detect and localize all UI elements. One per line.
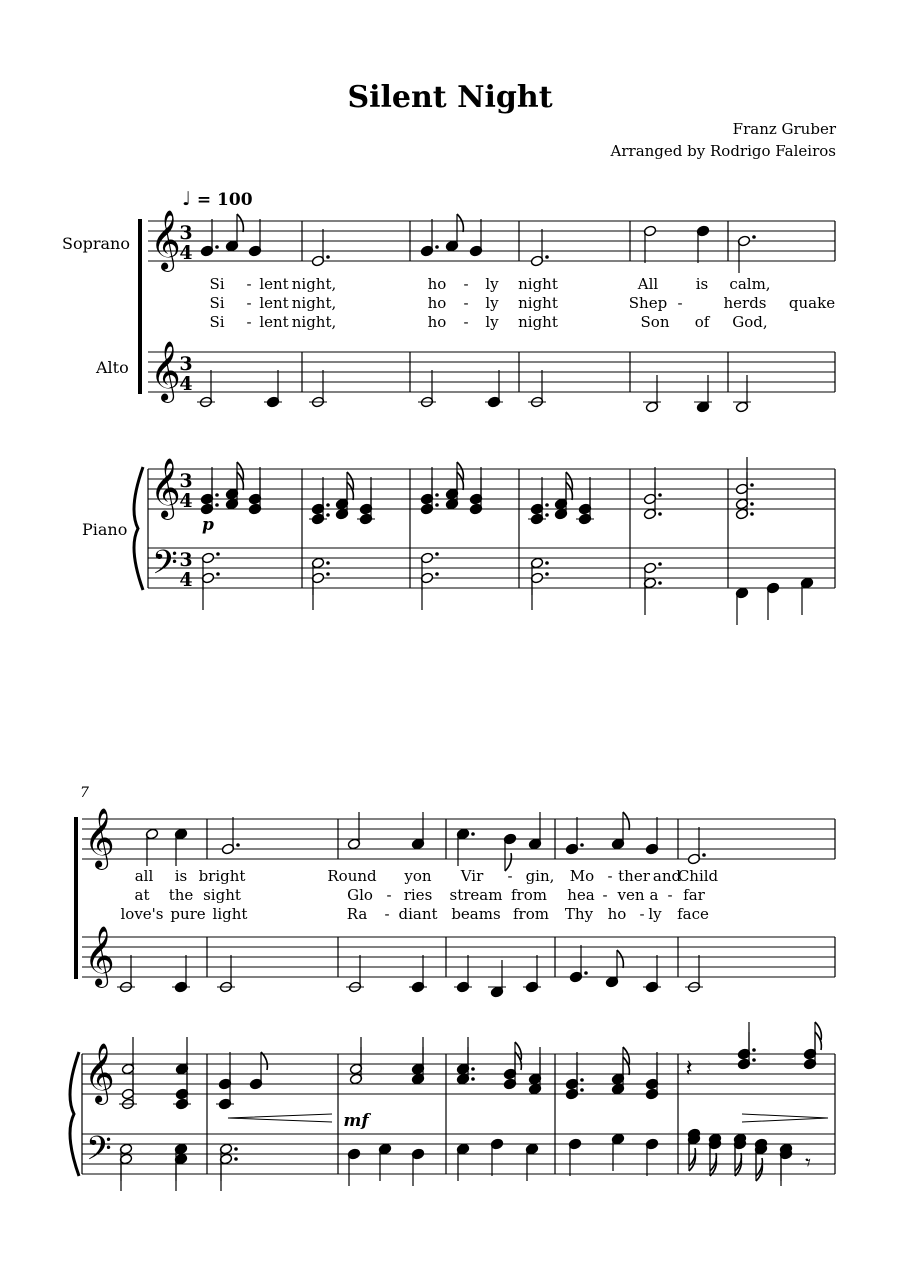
augmentation-dot [750, 483, 754, 487]
instrument-label-piano: Piano [82, 520, 128, 539]
lyric-syllable: - [667, 886, 673, 904]
instrument-label-soprano: Soprano [62, 234, 130, 253]
lyric-syllable: - [507, 867, 513, 885]
lyric-syllable: ho [607, 905, 627, 923]
augmentation-dot [216, 552, 220, 556]
lyric-syllable: - [246, 275, 252, 293]
augmentation-dot [326, 561, 330, 565]
lyric-syllable: love's [120, 905, 164, 923]
augmentation-dot [658, 581, 662, 585]
lyric-syllable: night [518, 275, 558, 293]
augmentation-dot [326, 513, 330, 517]
augmentation-dot [215, 493, 219, 497]
lyric-syllable: night [518, 294, 558, 312]
piece-title: Silent Night [347, 80, 553, 115]
bass-clef-icon: 𝄢 [86, 1130, 112, 1176]
augmentation-dot [216, 572, 220, 576]
lyric-syllable: Round [327, 867, 377, 885]
lyric-syllable: night, [291, 313, 337, 331]
lyric-syllable: and [652, 867, 682, 885]
tempo-value: = 100 [196, 190, 253, 210]
lyric-syllable: God, [732, 313, 768, 331]
lyric-syllable: Mo [569, 867, 595, 885]
eighth-flag [566, 482, 572, 500]
time-signature-top: 3 [179, 549, 193, 571]
lyric-syllable: Shep [628, 294, 668, 312]
augmentation-dot [435, 493, 439, 497]
quarter-rest-icon: 𝄽 [685, 1054, 693, 1082]
lyric-syllable: - [384, 905, 390, 923]
augmentation-dot [326, 572, 330, 576]
lyric-syllable: far [683, 886, 705, 904]
time-signature-bottom: 4 [179, 490, 193, 512]
dynamic-piano: p [202, 515, 214, 535]
lyric-syllable: ho [427, 275, 447, 293]
composer-credit: Franz Gruber [732, 120, 836, 138]
treble-clef-icon: 𝄞 [150, 210, 181, 270]
lyric-syllable: - [677, 294, 683, 312]
augmentation-dot [326, 255, 330, 259]
augmentation-dot [750, 512, 754, 516]
eighth-flag [237, 214, 243, 232]
lyric-syllable: face [677, 905, 709, 923]
lyric-syllable: Vir [460, 867, 484, 885]
lyric-syllable: from [513, 905, 549, 923]
lyric-syllable: sight [203, 886, 241, 904]
treble-clef-icon: 𝄞 [84, 808, 115, 868]
lyric-syllable: diant [398, 905, 438, 923]
augmentation-dot [752, 1058, 756, 1062]
eighth-flag [457, 214, 463, 232]
lyric-syllable: night [518, 313, 558, 331]
time-signature-top: 3 [179, 470, 193, 492]
augmentation-dot [580, 1078, 584, 1082]
lyric-syllable: - [463, 313, 469, 331]
lyric-syllable: is [695, 275, 709, 293]
eighth-flag [457, 472, 463, 490]
augmentation-dot [545, 572, 549, 576]
lyric-syllable: herds [723, 294, 767, 312]
lyric-syllable: lent [259, 275, 289, 293]
lyric-syllable: - [607, 867, 613, 885]
lyric-syllable: ven [617, 886, 645, 904]
piano-brace-2 [70, 1052, 79, 1176]
lyric-syllable: pure [170, 905, 206, 923]
time-signature-bottom: 4 [179, 373, 193, 395]
lyric-syllable: - [246, 313, 252, 331]
lyric-syllable: - [386, 886, 392, 904]
lyric-syllable: ther [618, 867, 650, 885]
lyric-syllable: at [134, 886, 150, 904]
piano-brace [134, 467, 143, 590]
lyric-syllable: ho [427, 294, 447, 312]
lyric-syllable: quake [788, 294, 836, 312]
lyric-syllable: Ra [346, 905, 368, 923]
augmentation-dot [471, 832, 475, 836]
treble-clef-icon: 𝄞 [150, 458, 181, 518]
eighth-flag [623, 812, 629, 830]
augmentation-dot [435, 245, 439, 249]
time-signature-top: 3 [179, 353, 193, 375]
augmentation-dot [752, 235, 756, 239]
lyric-syllable: a [649, 886, 659, 904]
eighth-flag [261, 1052, 267, 1070]
augmentation-dot [326, 503, 330, 507]
lyric-syllable: - [463, 294, 469, 312]
decrescendo-hairpin [742, 1114, 828, 1122]
quarter-note-icon: ♩ [182, 188, 191, 210]
lyric-syllable: beams [451, 905, 501, 923]
lyric-syllable: light [212, 905, 248, 923]
time-signature-bottom: 4 [179, 569, 193, 591]
augmentation-dot [580, 843, 584, 847]
augmentation-dot [435, 552, 439, 556]
lyric-syllable: Si [209, 294, 225, 312]
lyric-syllable: Si [209, 275, 225, 293]
eighth-flag [617, 950, 623, 968]
lyric-syllable: yon [404, 867, 432, 885]
time-signature-bottom: 4 [179, 242, 193, 264]
augmentation-dot [580, 1088, 584, 1092]
augmentation-dot [658, 562, 662, 566]
lyric-syllable: ly [485, 294, 499, 312]
lyric-syllable: ly [485, 275, 499, 293]
lyric-syllable: all [134, 867, 154, 885]
augmentation-dot [750, 502, 754, 506]
lyric-syllable: ly [648, 905, 662, 923]
lyric-syllable: bright [198, 867, 246, 885]
lyric-syllable: All [637, 275, 659, 293]
lyric-syllable: lent [259, 313, 289, 331]
lyric-syllable: night, [291, 275, 337, 293]
lyric-syllable: Glo [347, 886, 373, 904]
lyric-syllable: - [639, 905, 645, 923]
time-signature-top: 3 [179, 222, 193, 244]
lyric-syllable: calm, [729, 275, 771, 293]
lyric-syllable: stream [449, 886, 503, 904]
lyric-syllable: - [463, 275, 469, 293]
augmentation-dot [471, 1067, 475, 1071]
augmentation-dot [234, 1147, 238, 1151]
lyric-syllable: night, [291, 294, 337, 312]
lyric-syllable: ries [403, 886, 433, 904]
treble-clef-icon: 𝄞 [84, 1043, 115, 1103]
lyric-syllable: Thy [564, 905, 594, 923]
lyric-syllable: ho [427, 313, 447, 331]
instrument-label-alto: Alto [96, 358, 129, 377]
lyric-syllable: the [168, 886, 194, 904]
lyric-syllable: is [174, 867, 188, 885]
eighth-flag [347, 482, 353, 500]
lyric-syllable: gin, [525, 867, 555, 885]
eighth-rest-icon: 𝄾 [805, 1151, 811, 1176]
lyric-syllable: Si [209, 313, 225, 331]
augmentation-dot [545, 561, 549, 565]
lyric-syllable: - [246, 294, 252, 312]
lyric-syllable: lent [259, 294, 289, 312]
eighth-flag [623, 1057, 629, 1075]
lyric-syllable: hea [567, 886, 595, 904]
eighth-flag [515, 1052, 521, 1070]
augmentation-dot [471, 1077, 475, 1081]
augmentation-dot [584, 971, 588, 975]
augmentation-dot [658, 493, 662, 497]
bass-clef-icon: 𝄢 [152, 544, 178, 590]
augmentation-dot [545, 255, 549, 259]
augmentation-dot [234, 1157, 238, 1161]
lyric-syllable: Child [677, 867, 719, 885]
augmentation-dot [752, 1048, 756, 1052]
augmentation-dot [545, 503, 549, 507]
measure-number: 7 [80, 785, 89, 801]
augmentation-dot [702, 853, 706, 857]
augmentation-dot [236, 843, 240, 847]
eighth-flag [815, 1032, 821, 1050]
dynamic-mezzo-forte: mf [343, 1111, 369, 1131]
augmentation-dot [215, 503, 219, 507]
lyric-syllable: Son [640, 313, 670, 331]
eighth-flag [237, 472, 243, 490]
arranger-credit: Arranged by Rodrigo Faleiros [610, 142, 836, 160]
crescendo-hairpin [228, 1114, 332, 1122]
augmentation-dot [435, 572, 439, 576]
lyric-syllable: of [694, 313, 710, 331]
lyric-syllable: ly [485, 313, 499, 331]
augmentation-dot [215, 245, 219, 249]
augmentation-dot [545, 513, 549, 517]
treble-clef-icon: 𝄞 [150, 341, 181, 401]
treble-clef-icon: 𝄞 [84, 926, 115, 986]
lyric-syllable: from [511, 886, 547, 904]
augmentation-dot [658, 512, 662, 516]
augmentation-dot [435, 503, 439, 507]
lyric-syllable: - [602, 886, 608, 904]
